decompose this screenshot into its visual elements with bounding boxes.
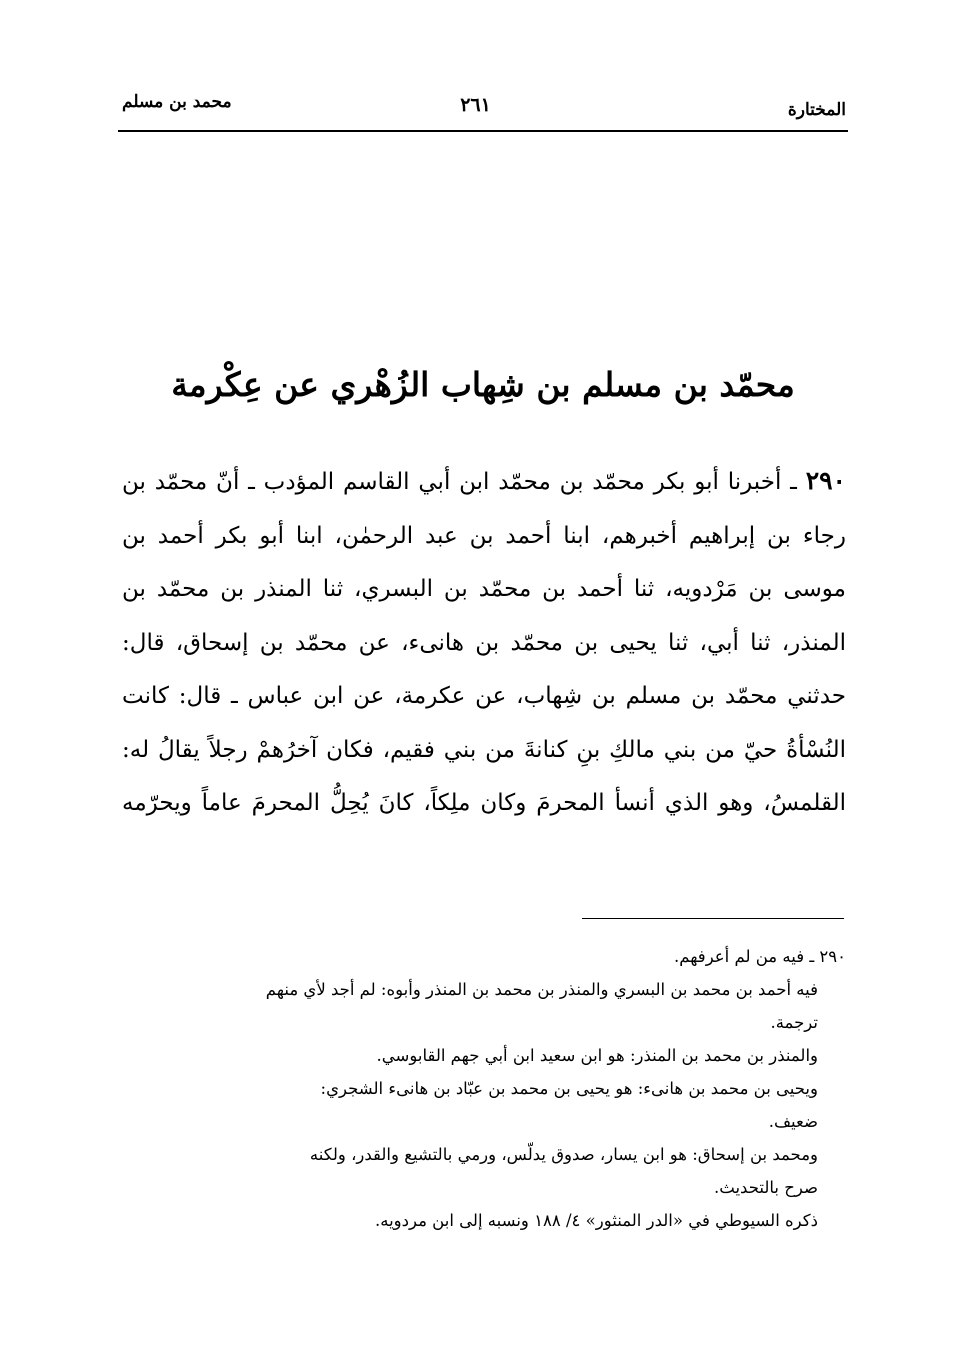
footnote-line: صرح بالتحديث.: [714, 1178, 818, 1197]
page-header: [118, 88, 848, 132]
chapter-title: محمد بن مسلم: [122, 92, 232, 112]
footnote-divider: [582, 918, 844, 919]
footnote-line: والمنذر بن محمد بن المنذر: هو ابن سعيد ابن أبي جهم القابوسي.: [376, 1046, 818, 1065]
footnote-line: ويحيى بن محمد بن هانىء: هو يحيى بن محمد بن عبّاد بن هانىء الشجري:: [320, 1079, 818, 1098]
hadith-number: ٢٩٠: [805, 466, 846, 495]
page-number: ٢٦١: [460, 94, 491, 116]
footnote-line: ٢٩٠ ـ فيه من لم أعرفهم.: [673, 947, 846, 966]
section-title: محمّد بن مسلم بن شِهاب الزُهْري عن عِكْرمة: [171, 365, 795, 404]
hadith-text: [122, 454, 846, 831]
hadith-body: ـ أخبرنا أبو بكر محمّد بن محمّد ابن أبي القاسم المؤدب ـ أنّ محمّد بن رجاء بن إبراهيم أخبرهم، ابنا أحمد بن عبد الرحمٰن، ابنا أبو بكر أحمد بن موسى بن مَرْدويه، ثنا أحمد بن محمّد بن البسري، ثنا المنذر بن محمّد بن المنذر، ثنا أبي، ثنا يحيى بن محمّد بن هانىء، عن محمّد بن إسحاق، قال: حدثني محمّد بن مسلم بن شِهاب، عن عكرمة، عن ابن عباس ـ قال: كانت النُسْأةُ حيّ من بني مالكِ بنِ كنانةَ من بني فقيم، فكان آخرُهمْ رجلاً يقالُ له: القلمسُ، وهو الذي أنسأ المحرمَ وكان ملِكاً، كانَ يُحِلُّ المحرمَ عاماً ويحرّمه: [122, 469, 846, 816]
footnote-line: ذكره السيوطي في «الدر المنثور» ٤/ ١٨٨ ونسبه إلى ابن مردويه.: [375, 1211, 818, 1230]
footnote-line: ومحمد بن إسحاق: هو ابن يسار، صدوق يدلّس، ورمي بالتشيع والقدر، ولكنه: [309, 1145, 818, 1164]
footnote-line: فيه أحمد بن محمد بن البسري والمنذر بن محمد بن المنذر وأبوه: لم أجد لأي منهم: [265, 980, 818, 999]
footnote-line: ترجمة.: [770, 1013, 818, 1032]
footnote-line: ضعيف.: [768, 1112, 818, 1131]
footnotes: [120, 940, 846, 1237]
book-title: المختارة: [787, 100, 846, 120]
